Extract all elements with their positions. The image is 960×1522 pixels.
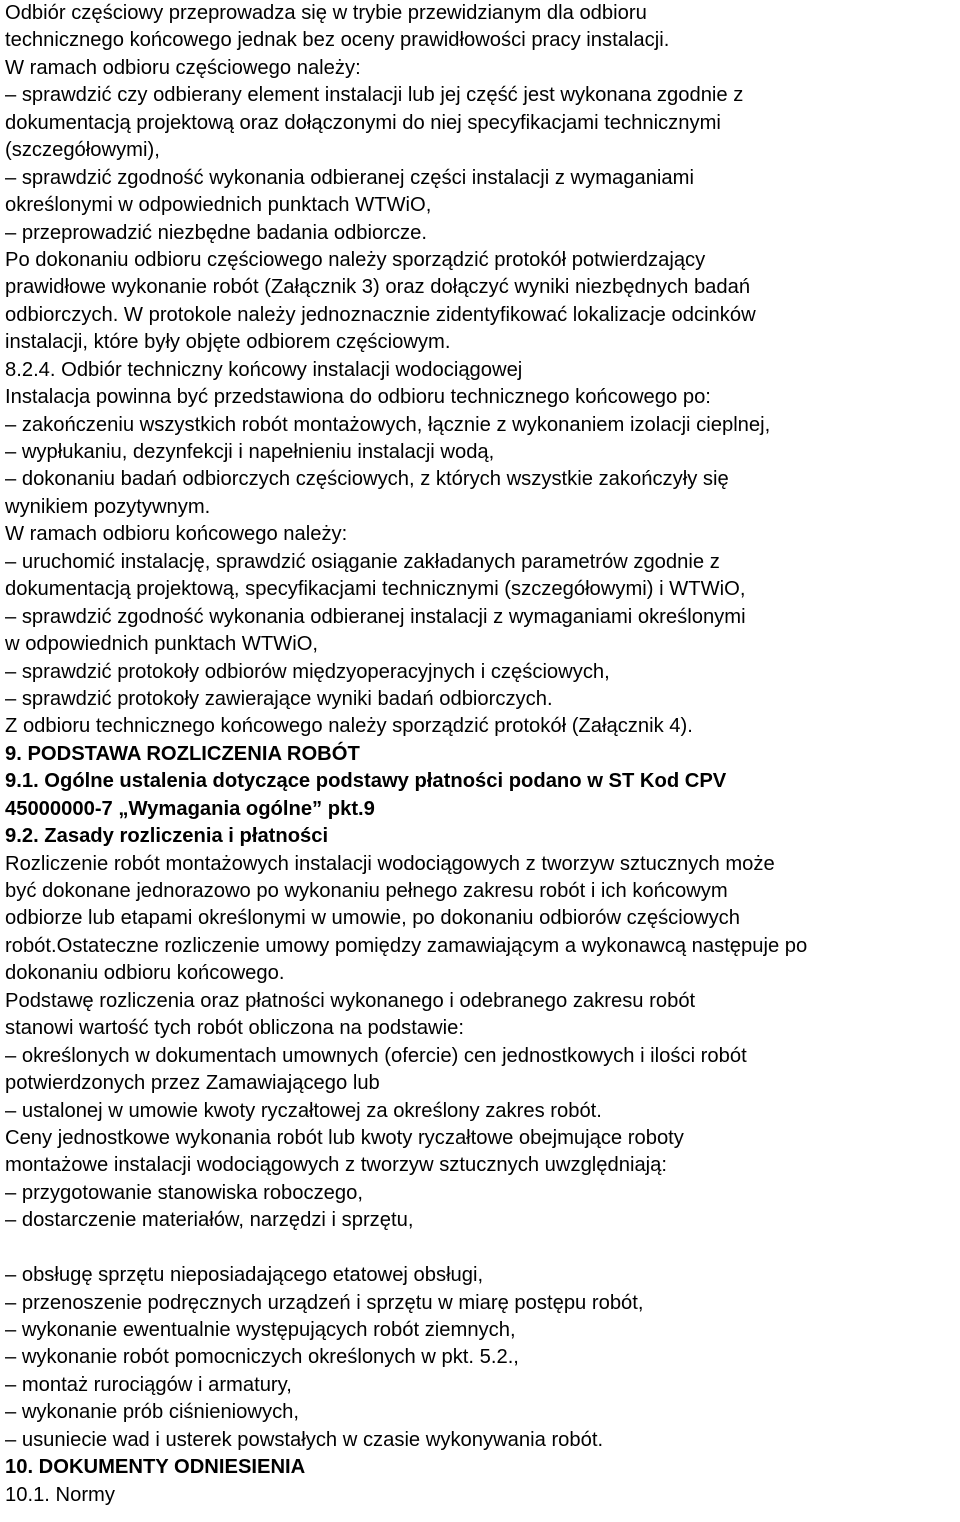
paragraph-line: Rozliczenie robót montażowych instalacji wodociągowych z tworzyw sztucznych może (5, 852, 775, 875)
list-item-line: – przygotowanie stanowiska roboczego, (5, 1181, 363, 1204)
section-heading-9: 9. PODSTAWA ROZLICZENIA ROBÓT (5, 742, 360, 765)
list-item-line: – sprawdzić protokoły zawierające wyniki badań odbiorczych. (5, 687, 553, 710)
list-item-line: – wypłukaniu, dezynfekcji i napełnieniu instalacji wodą, (5, 441, 495, 463)
list-item-line: – sprawdzić zgodność wykonania odbieranej części instalacji z wymaganiami (5, 166, 694, 189)
blank-line (5, 1235, 960, 1262)
paragraph-line: dokumentacją projektową oraz dołączonymi do niej specyfikacjami technicznymi (5, 111, 721, 134)
list-item-line: – usuniecie wad i usterek powstałych w czasie wykonywania robót. (5, 1428, 604, 1451)
list-item-line: – przenoszenie podręcznych urządzeń i sprzętu w miarę postępu robót, (5, 1291, 644, 1314)
section-heading-9-2: 9.2. Zasady rozliczenia i płatności (5, 825, 329, 848)
list-item-line: – przeprowadzić niezbędne badania odbiorcze. (5, 221, 427, 244)
list-item-line: – sprawdzić zgodność wykonania odbieranej instalacji z wymaganiami określonymi (5, 605, 746, 628)
paragraph-line: Z odbioru technicznego końcowego należy sporządzić protokół (Załącznik 4). (5, 715, 693, 738)
list-item-line: – montaż rurociągów i armatury, (5, 1373, 292, 1396)
paragraph-line: W ramach odbioru końcowego należy: (5, 523, 348, 546)
paragraph-line: prawidłowe wykonanie robót (Załącznik 3) oraz dołączyć wyniki niezbędnych badań (5, 276, 751, 299)
section-heading-9-1-cont: 45000000-7 „Wymagania ogólne” pkt.9 (5, 797, 375, 820)
paragraph-line: być dokonane jednorazowo po wykonaniu pełnego zakresu robót i ich końcowym (5, 880, 728, 902)
paragraph-line: potwierdzonych przez Zamawiającego lub (5, 1072, 380, 1095)
section-heading-10: 10. DOKUMENTY ODNIESIENIA (5, 1456, 306, 1479)
list-item-line: – ustalonej w umowie kwoty ryczałtowej za określony zakres robót. (5, 1099, 602, 1122)
paragraph-line: w odpowiednich punktach WTWiO, (5, 633, 319, 656)
list-item-line: – określonych w dokumentach umownych (ofercie) cen jednostkowych i ilości robót (5, 1044, 747, 1067)
paragraph-line: technicznego końcowego jednak bez oceny prawidłowości pracy instalacji. (5, 29, 670, 52)
paragraph-line: określonymi w odpowiednich punktach WTWiO, (5, 194, 432, 217)
paragraph-line: instalacji, które były objęte odbiorem częściowym. (5, 331, 451, 354)
list-item-line: – uruchomić instalację, sprawdzić osiąganie zakładanych parametrów zgodnie z (5, 550, 720, 573)
paragraph-line: Ceny jednostkowe wykonania robót lub kwoty ryczałtowe obejmujące roboty (5, 1126, 684, 1149)
subsection-heading-10-1: 10.1. Normy (5, 1483, 115, 1506)
list-item-line: – zakończeniu wszystkich robót montażowych, łącznie z wykonaniem izolacji cieplnej, (5, 413, 771, 436)
list-item-line: – wykonanie prób ciśnieniowych, (5, 1401, 300, 1424)
paragraph-line: dokonaniu odbioru końcowego. (5, 962, 285, 985)
paragraph-line: odbiorczych. W protokole należy jednoznacznie zidentyfikować lokalizacje odcinków (5, 303, 756, 326)
section-heading-8-2-4: 8.2.4. Odbiór techniczny końcowy instalacji wodociągowej (5, 358, 523, 381)
list-item-line: – wykonanie ewentualnie występujących robót ziemnych, (5, 1319, 516, 1341)
paragraph-line: stanowi wartość tych robót obliczona na podstawie: (5, 1017, 464, 1040)
list-item-line: – wykonanie robót pomocniczych określonych w pkt. 5.2., (5, 1346, 519, 1369)
paragraph-line: wynikiem pozytywnym. (5, 495, 211, 518)
list-item-line: – dostarczenie materiałów, narzędzi i sprzętu, (5, 1209, 414, 1232)
document-page (5, 0, 960, 1509)
list-item-line: – obsługę sprzętu nieposiadającego etatowej obsługi, (5, 1264, 484, 1287)
paragraph-line: Odbiór częściowy przeprowadza się w trybie przewidzianym dla odbioru (5, 2, 647, 24)
paragraph-line: (szczegółowymi), (5, 139, 160, 162)
list-item-line: – sprawdzić czy odbierany element instalacji lub jej część jest wykonana zgodnie z (5, 84, 744, 107)
paragraph-line: robót.Ostateczne rozliczenie umowy pomiędzy zamawiającym a wykonawcą następuje po (5, 934, 808, 957)
paragraph-line: odbiorze lub etapami określonymi w umowie, po dokonaniu odbiorów częściowych (5, 907, 740, 930)
paragraph-line: montażowe instalacji wodociągowych z tworzyw sztucznych uwzględniają: (5, 1154, 667, 1177)
paragraph-line: Podstawę rozliczenia oraz płatności wykonanego i odebranego zakresu robót (5, 989, 696, 1012)
paragraph-line: dokumentacją projektową, specyfikacjami technicznymi (szczegółowymi) i WTWiO, (5, 578, 746, 601)
paragraph-line: Po dokonaniu odbioru częściowego należy sporządzić protokół potwierdzający (5, 248, 706, 271)
paragraph-line: W ramach odbioru częściowego należy: (5, 56, 361, 79)
list-item-line: – sprawdzić protokoły odbiorów międzyoperacyjnych i częściowych, (5, 660, 610, 683)
list-item-line: – dokonaniu badań odbiorczych częściowych, z których wszystkie zakończyły się (5, 468, 729, 491)
section-heading-9-1: 9.1. Ogólne ustalenia dotyczące podstawy płatności podano w ST Kod CPV (5, 770, 727, 793)
paragraph-line: Instalacja powinna być przedstawiona do odbioru technicznego końcowego po: (5, 386, 711, 409)
